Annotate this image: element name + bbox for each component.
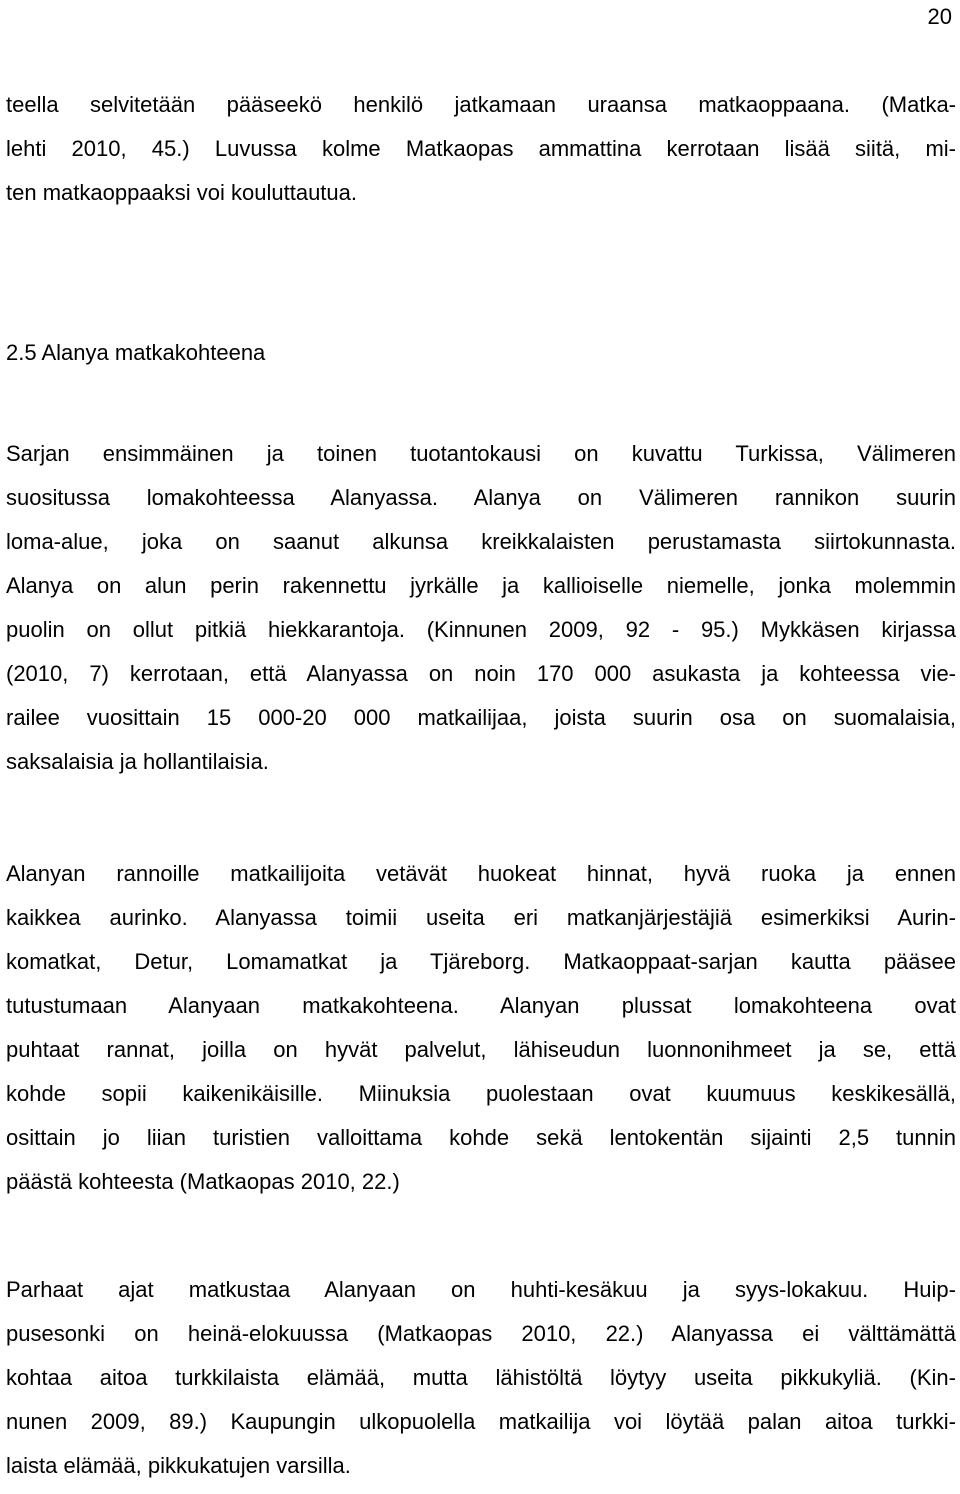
text-line: Alanyan rannoille matkailijoita vetävät huokeat hinnat, hyvä ruoka ja ennen bbox=[6, 861, 956, 886]
text-line: (2010, 7) kerrotaan, että Alanyassa on noin 170 000 asukasta ja kohteessa vie- bbox=[6, 661, 956, 686]
text-line: loma-alue, joka on saanut alkunsa kreikkalaisten perustamasta siirtokunnasta. bbox=[6, 529, 956, 554]
text-line: suositussa lomakohteessa Alanyassa. Alanya on Välimeren rannikon suurin bbox=[6, 485, 956, 510]
text-line: kohtaa aitoa turkkilaista elämää, mutta lähistöltä löytyy useita pikkukyliä. (Kin- bbox=[6, 1365, 956, 1390]
text-line: kaikkea aurinko. Alanyassa toimii useita eri matkanjärjestäjiä esimerkiksi Aurin- bbox=[6, 905, 956, 930]
paragraph-alanya-intro bbox=[6, 432, 956, 784]
section-heading: 2.5 Alanya matkakohteena bbox=[6, 340, 266, 365]
text-line: tutustumaan Alanyaan matkakohteena. Alanyan plussat lomakohteena ovat bbox=[6, 993, 956, 1018]
text-line: puhtaat rannat, joilla on hyvät palvelut, lähiseudun luonnonihmeet ja se, että bbox=[6, 1037, 956, 1062]
page-number: 20 bbox=[927, 4, 952, 29]
text-line: Parhaat ajat matkustaa Alanyaan on huhti-kesäkuu ja syys-lokakuu. Huip- bbox=[6, 1277, 956, 1302]
paragraph-best-times bbox=[6, 1268, 956, 1488]
text-line: laista elämää, pikkukatujen varsilla. bbox=[6, 1453, 351, 1478]
text-line: Sarjan ensimmäinen ja toinen tuotantokausi on kuvattu Turkissa, Välimeren bbox=[6, 441, 956, 466]
text-line: Alanya on alun perin rakennettu jyrkälle ja kallioiselle niemelle, jonka molemmin bbox=[6, 573, 956, 598]
text-line: kohde sopii kaikenikäisille. Miinuksia puolestaan ovat kuumuus keskikesällä, bbox=[6, 1081, 956, 1106]
text-line: komatkat, Detur, Lomamatkat ja Tjäreborg. Matkaoppaat-sarjan kautta pääsee bbox=[6, 949, 956, 974]
paragraph-alanya-attractions bbox=[6, 852, 956, 1204]
text-line: railee vuosittain 15 000-20 000 matkailijaa, joista suurin osa on suomalaisia, bbox=[6, 705, 956, 730]
text-line: osittain jo liian turistien valloittama kohde sekä lentokentän sijainti 2,5 tunnin bbox=[6, 1125, 956, 1150]
text-line: puolin on ollut pitkiä hiekkarantoja. (Kinnunen 2009, 92 - 95.) Mykkäsen kirjassa bbox=[6, 617, 956, 642]
text-line: nunen 2009, 89.) Kaupungin ulkopuolella matkailija voi löytää palan aitoa turkki- bbox=[6, 1409, 956, 1434]
text-line: päästä kohteesta (Matkaopas 2010, 22.) bbox=[6, 1169, 400, 1194]
text-line: pusesonki on heinä-elokuussa (Matkaopas 2010, 22.) Alanyassa ei välttämättä bbox=[6, 1321, 956, 1346]
text-line: saksalaisia ja hollantilaisia. bbox=[6, 749, 269, 774]
intro-paragraph bbox=[6, 83, 956, 215]
text-line: ten matkaoppaaksi voi kouluttautua. bbox=[6, 180, 358, 205]
text-line: teella selvitetään pääseekö henkilö jatkamaan uraansa matkaoppaana. (Matka- bbox=[6, 92, 956, 117]
text-line: lehti 2010, 45.) Luvussa kolme Matkaopas ammattina kerrotaan lisää siitä, mi- bbox=[6, 136, 956, 161]
